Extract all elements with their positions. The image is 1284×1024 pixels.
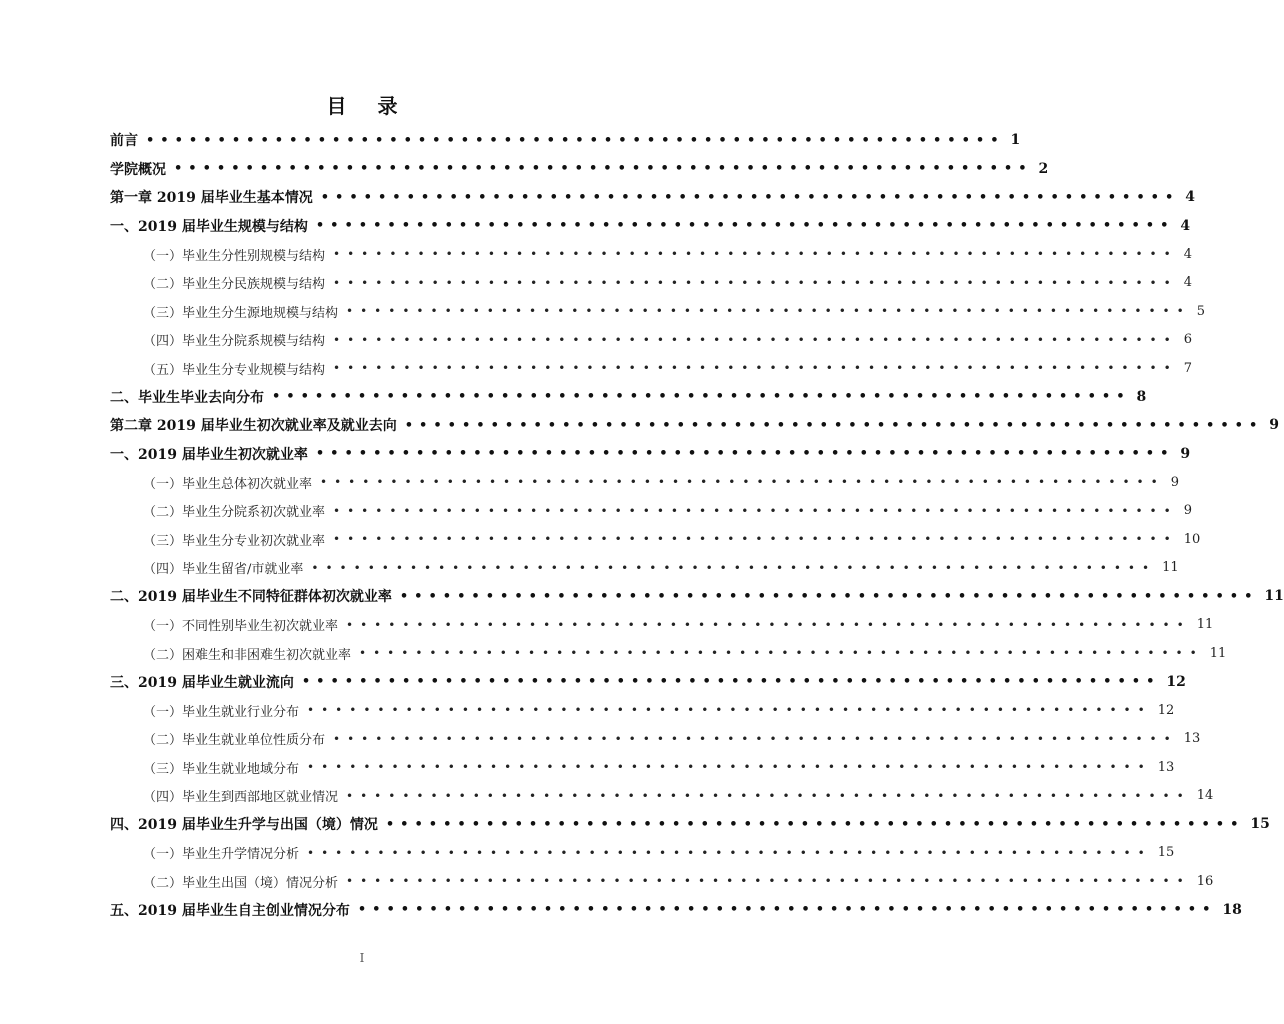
dot-leader: •••••••••••••••••••••••••••••••••••••••••••••••••••••••••••• (346, 304, 1191, 319)
dot-leader: •••••••••••••••••••••••••••••••••••••••••••••••••••••••••••• (174, 161, 1033, 177)
dot-leader: •••••••••••••••••••••••••••••••••••••••••••••••••••••••••••• (320, 475, 1165, 490)
toc-entry[interactable] (110, 155, 1049, 184)
toc-entry[interactable] (110, 383, 1147, 412)
toc-entry-label: （二）困难生和非困难生初次就业率 (143, 647, 352, 663)
toc-entry[interactable] (110, 782, 1214, 811)
toc-entry-label: 一、2019 届毕业生规模与结构 (110, 218, 308, 235)
toc-entry-page-number: 9 (1180, 445, 1191, 462)
toc-entry-page-number: 16 (1196, 873, 1214, 889)
toc-entry[interactable] (110, 240, 1192, 269)
dot-leader: •••••••••••••••••••••••••••••••••••••••••••••••••••••••••••• (333, 503, 1178, 518)
toc-entry[interactable] (110, 297, 1205, 326)
toc-entry-label: （一）不同性别毕业生初次就业率 (143, 619, 339, 635)
dot-leader: •••••••••••••••••••••••••••••••••••••••••••••••••••••••••••• (399, 588, 1259, 604)
toc-entry-label: （一）毕业生就业行业分布 (143, 704, 300, 720)
toc-entry-page-number: 15 (1250, 816, 1270, 833)
dot-leader: •••••••••••••••••••••••••••••••••••••••••••••••••••••••••••• (315, 218, 1175, 234)
toc-entry[interactable] (110, 411, 1280, 440)
toc-entry-page-number: 10 (1183, 531, 1201, 547)
toc-entry-page-number: 4 (1185, 189, 1196, 206)
dot-leader: •••••••••••••••••••••••••••••••••••••••••••••••••••••••••••• (320, 189, 1180, 205)
toc-entry[interactable] (110, 696, 1175, 725)
toc-entry-label: 五、2019 届毕业生自主创业情况分布 (110, 902, 350, 919)
footer-page-number: I (359, 951, 365, 965)
toc-entry-page-number: 18 (1222, 901, 1242, 918)
toc-entry-page-number: 9 (1170, 474, 1179, 490)
dot-leader: •••••••••••••••••••••••••••••••••••••••••••••••••••••••••••• (333, 332, 1178, 347)
toc-entry-label: （四）毕业生分院系规模与结构 (143, 334, 326, 350)
dot-leader: •••••••••••••••••••••••••••••••••••••••••••••••••••••••••••• (333, 532, 1178, 547)
toc-entry[interactable] (110, 497, 1192, 526)
toc-entry-label: （一）毕业生分性别规模与结构 (143, 248, 326, 264)
toc-entry[interactable] (110, 183, 1196, 212)
dot-leader: •••••••••••••••••••••••••••••••••••••••••••••••••••••••••••• (346, 788, 1191, 803)
toc-entry-page-number: 14 (1196, 788, 1214, 804)
dot-leader: •••••••••••••••••••••••••••••••••••••••••••••••••••••••••••• (357, 902, 1217, 918)
table-of-contents (110, 126, 1284, 924)
dot-leader: •••••••••••••••••••••••••••••••••••••••••••••••••••••••••••• (404, 417, 1264, 433)
toc-entry[interactable] (110, 668, 1186, 697)
toc-entry[interactable] (110, 212, 1191, 241)
toc-entry-page-number: 1 (1010, 132, 1021, 149)
toc-entry-label: 第二章 2019 届毕业生初次就业率及就业去向 (110, 418, 397, 435)
toc-entry-page-number: 4 (1183, 275, 1192, 291)
toc-entry-page-number: 9 (1269, 417, 1280, 434)
toc-entry[interactable] (110, 582, 1284, 611)
dot-leader: •••••••••••••••••••••••••••••••••••••••••••••••••••••••••••• (311, 560, 1157, 575)
toc-entry[interactable] (110, 839, 1175, 868)
dot-leader: •••••••••••••••••••••••••••••••••••••••••••••••••••••••••••• (385, 816, 1245, 832)
toc-entry[interactable] (110, 326, 1192, 355)
dot-leader: •••••••••••••••••••••••••••••••••••••••••••••••••••••••••••• (315, 446, 1175, 462)
toc-entry[interactable] (110, 269, 1192, 298)
toc-entry-page-number: 11 (1264, 588, 1284, 605)
toc-entry[interactable] (110, 468, 1179, 497)
toc-entry[interactable] (110, 753, 1175, 782)
toc-entry-page-number: 9 (1183, 503, 1192, 519)
dot-leader: •••••••••••••••••••••••••••••••••••••••••••••••••••••••••••• (333, 275, 1178, 290)
toc-entry-page-number: 4 (1180, 217, 1191, 234)
toc-entry-label: （一）毕业生升学情况分析 (143, 847, 300, 863)
toc-entry[interactable] (110, 810, 1270, 839)
dot-leader: •••••••••••••••••••••••••••••••••••••••••••••••••••••••••••• (333, 731, 1178, 746)
toc-entry-label: （四）毕业生留省/市就业率 (143, 562, 304, 578)
dot-leader: •••••••••••••••••••••••••••••••••••••••••••••••••••••••••••• (307, 760, 1152, 775)
toc-entry-page-number: 12 (1157, 702, 1175, 718)
toc-entry-label: 前言 (110, 133, 138, 150)
dot-leader: •••••••••••••••••••••••••••••••••••••••••••••••••••••••••••• (346, 617, 1191, 632)
toc-entry-page-number: 13 (1157, 759, 1175, 775)
toc-entry-page-number: 2 (1038, 160, 1049, 177)
toc-entry-page-number: 8 (1136, 388, 1147, 405)
toc-entry[interactable] (110, 126, 1021, 155)
toc-entry-label: 第一章 2019 届毕业生基本情况 (110, 190, 313, 207)
toc-entry-label: （四）毕业生到西部地区就业情况 (143, 790, 339, 806)
dot-leader: •••••••••••••••••••••••••••••••••••••••••••••••••••••••••••• (359, 646, 1204, 661)
toc-entry-label: （一）毕业生总体初次就业率 (143, 476, 313, 492)
dot-leader: •••••••••••••••••••••••••••••••••••••••••••••••••••••••••••• (146, 132, 1005, 148)
toc-entry[interactable] (110, 440, 1191, 469)
toc-entry-page-number: 11 (1209, 645, 1227, 661)
toc-entry-page-number: 11 (1162, 560, 1179, 576)
toc-entry-label: 四、2019 届毕业生升学与出国（境）情况 (110, 817, 378, 834)
dot-leader: •••••••••••••••••••••••••••••••••••••••••••••••••••••••••••• (301, 674, 1161, 690)
toc-entry[interactable] (110, 725, 1201, 754)
toc-entry[interactable] (110, 896, 1242, 925)
toc-entry-label: 一、2019 届毕业生初次就业率 (110, 446, 308, 463)
toc-entry-label: 三、2019 届毕业生就业流向 (110, 674, 294, 691)
toc-entry-label: （三）毕业生分生源地规模与结构 (143, 305, 339, 321)
toc-entry-page-number: 5 (1196, 303, 1205, 319)
toc-entry[interactable] (110, 354, 1192, 383)
toc-entry-page-number: 11 (1196, 617, 1214, 633)
toc-entry[interactable] (110, 867, 1214, 896)
dot-leader: •••••••••••••••••••••••••••••••••••••••••••••••••••••••••••• (307, 845, 1152, 860)
toc-entry-label: 二、2019 届毕业生不同特征群体初次就业率 (110, 589, 392, 606)
toc-entry-label: （二）毕业生就业单位性质分布 (143, 733, 326, 749)
toc-entry-label: 学院概况 (110, 161, 166, 178)
dot-leader: •••••••••••••••••••••••••••••••••••••••••••••••••••••••••••• (307, 703, 1152, 718)
toc-entry-label: （三）毕业生就业地域分布 (143, 761, 300, 777)
toc-entry-label: （二）毕业生出国（境）情况分析 (143, 875, 339, 891)
toc-entry-label: （二）毕业生分院系初次就业率 (143, 505, 326, 521)
toc-entry-label: （二）毕业生分民族规模与结构 (143, 277, 326, 293)
toc-entry[interactable] (110, 611, 1214, 640)
toc-entry-label: （三）毕业生分专业初次就业率 (143, 533, 326, 549)
dot-leader: •••••••••••••••••••••••••••••••••••••••••••••••••••••••••••• (333, 247, 1178, 262)
toc-entry-label: （五）毕业生分专业规模与结构 (143, 362, 326, 378)
toc-entry-label: 二、毕业生毕业去向分布 (110, 389, 264, 406)
toc-entry-page-number: 4 (1183, 246, 1192, 262)
toc-entry[interactable] (110, 525, 1201, 554)
dot-leader: •••••••••••••••••••••••••••••••••••••••••••••••••••••••••••• (333, 361, 1178, 376)
toc-entry-page-number: 13 (1183, 731, 1201, 747)
toc-entry-page-number: 12 (1166, 673, 1186, 690)
toc-entry-page-number: 15 (1157, 845, 1175, 861)
toc-entry[interactable] (110, 639, 1227, 668)
toc-entry-page-number: 6 (1183, 332, 1192, 348)
dot-leader: •••••••••••••••••••••••••••••••••••••••••••••••••••••••••••• (272, 389, 1131, 405)
toc-entry-page-number: 7 (1183, 360, 1192, 376)
toc-entry[interactable] (110, 554, 1179, 583)
page-title: 目 录 (326, 94, 410, 118)
dot-leader: •••••••••••••••••••••••••••••••••••••••••••••••••••••••••••• (346, 874, 1191, 889)
